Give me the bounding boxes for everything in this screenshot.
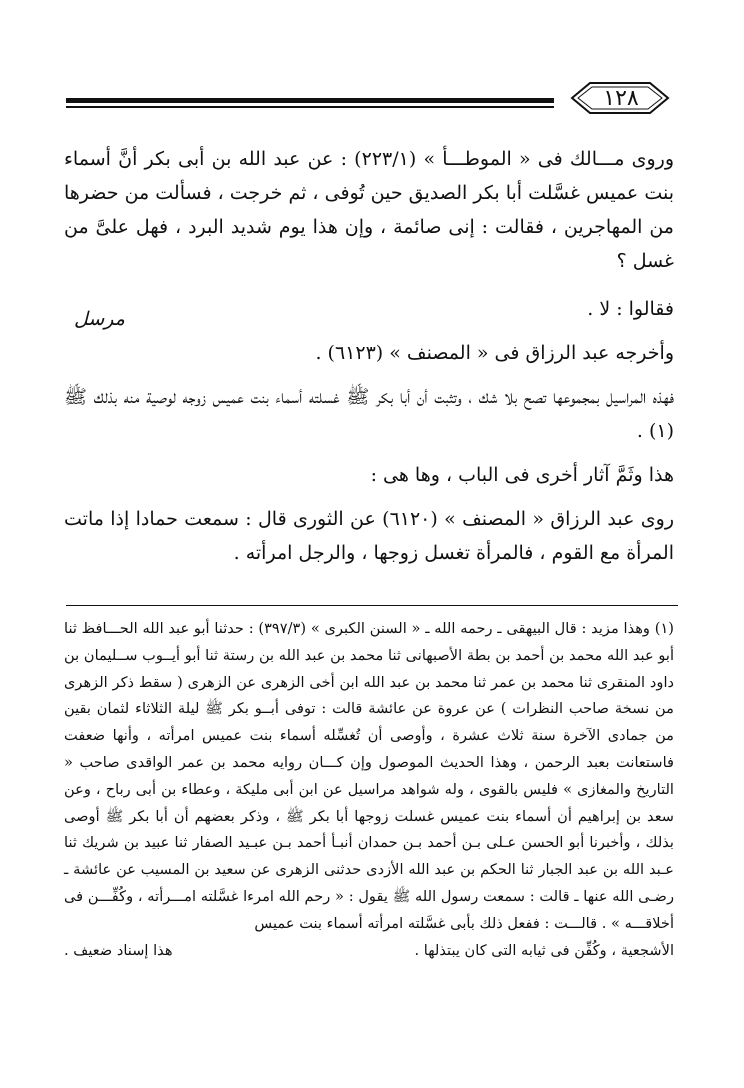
margin-note: مرسل (74, 308, 125, 330)
paragraph-6: روى عبد الرزاق « المصنف » (٦١٢٠) عن الثورى قال : سمعت حمادا إذا ماتت المرأة مع القوم ، فالمرأة تغسل زوجها ، والرجل امرأته . (64, 508, 675, 564)
header-rule-thin (66, 106, 554, 108)
paragraph-2: فقالوا : لا . (587, 298, 674, 320)
paragraph-5: هذا وثَمَّ آثار أخرى فى الباب ، وها هى : (370, 464, 674, 486)
header-rule (66, 98, 554, 103)
footnote-text: (١) وهذا مزيد : قال البيهقى ـ رحمه الله ـ « السنن الكبرى » (٣٩٧/٣) : حدثنا أبو عبد الله الحـــافظ ثنا أبو عبد الله محمد بن أحمد بن بطة الأصبهانى ثنا محمد بن عبد الله بن رستة ثنا أبو أيــوب ســليمان بن داود المنقرى ثنا محمد بن عمر ثنا محمد بن عبد الله ابن أخى الزهرى عن الزهرى ( سقط ذكر الزهرى من نسخة صاحب النظرات ) عن عروة عن عائشة قالت : توفى أبــو بكر ﷺ ليلة الثلاثاء لثمان بقين من جمادى الآخرة سنة ثلاث عشرة ، وأوصى أن تُغسِّله أسماء بنت عميس امرأته ، وأنها ضعفت فاستعانت بعبد الرحمن ، وهذا الحديث الموصول وإن كـــان روايه محمد بن عمر الواقدى صاحب « التاريخ والمغازى » فليس بالقوى ، وله شواهد مراسيل عن ابن أبى مليكة ، وعطاء بن أبى رباح ، وعن سعد بن إبراهيم أن أسماء بنت عميس غسلت زوجها أبا بكر ﷺ ، وذكر بعضهم أن أبا بكر ﷺ أوصى بذلك ، وأخبرنا أبو الحسن عـلى بـن أحمد بـن حمدان أنبـأ أحمد بـن عبـيد الصفار ثنا عبيد بن شريك ثنا عـبد الله بن عبد الجبار ثنا الحكم بن عبد الله الأزدى حدثنى الزهرى عن سعيد بن المسيب عن عائشة ـ رضـى الله عنها ـ قالت : سمعت رسول الله ﷺ يقول : « رحم الله امرءا غسَّلته امـــرأته ، وكُفِّـــن فى أخلاقـــه » . قالـــت : ففعل ذلك بأبى غسَّلته امرأته أسماء بنت عميس (64, 620, 674, 932)
paragraph-1: وروى مـــالك فى « الموطـــأ » (٢٢٣/١) : عن عبد الله بن أبى بكر أنَّ أسماء بنت عميس غسَّلت أبا بكر الصديق حين تُوفى ، ثم خرجت ، فسألت من حضرها من المهاجرين ، فقالت : إنى صائمة ، وإن هذا يوم شديد البرد ، فهل علىَّ من غسل ؟ (64, 148, 674, 272)
paragraph-4: فهذه المراسيل بمجموعها تصح بلا شك ، وتثبت أن أبا بكر ﷺ غسلته أسماء بنت عميس زوجه لوصية منه بذلك ﷺ (١) . (64, 386, 674, 442)
footnote-last-line: الأشجعية ، وكُفِّن فى ثيابه التى كان يبتذلها . (414, 941, 674, 959)
footnote-separator (66, 605, 678, 606)
footnote (64, 616, 674, 964)
footnote-grading: هذا إسناد ضعيف . (64, 941, 173, 959)
page-header (66, 72, 672, 122)
main-text (64, 142, 674, 570)
footnote-last-row (64, 938, 674, 964)
paragraph-3: وأخرجه عبد الرزاق فى « المصنف » (٦١٢٣) . (315, 342, 674, 364)
page-number: ١٢٨ (603, 86, 639, 111)
